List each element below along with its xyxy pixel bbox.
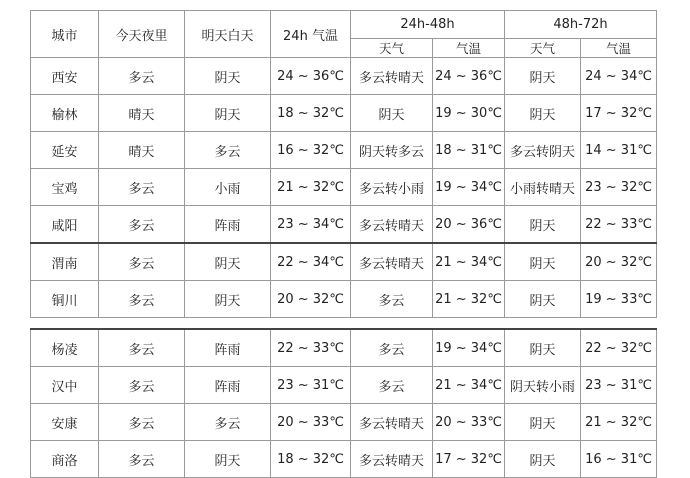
weather-forecast-table <box>30 10 657 478</box>
cell-weather-72h: 阴天 <box>505 58 581 95</box>
header-tonight: 今天夜里 <box>99 11 185 58</box>
cell-weather-72h: 阴天 <box>505 329 581 367</box>
cell-tonight-weather: 晴天 <box>99 95 185 132</box>
cell-temp-48h: 20 ~ 36℃ <box>433 206 505 244</box>
table-row <box>31 95 657 132</box>
cell-weather-72h: 阴天 <box>505 95 581 132</box>
cell-temp-72h: 23 ~ 32℃ <box>581 169 657 206</box>
cell-temp-48h: 21 ~ 34℃ <box>433 243 505 281</box>
header-period-72h: 48h-72h <box>505 11 657 39</box>
cell-temp-72h: 21 ~ 32℃ <box>581 404 657 441</box>
cell-weather-48h: 阴天 <box>351 95 433 132</box>
cell-tonight-weather: 多云 <box>99 206 185 244</box>
cell-tomorrow-weather: 阵雨 <box>185 206 271 244</box>
cell-weather-72h: 阴天 <box>505 243 581 281</box>
cell-tonight-weather: 多云 <box>99 281 185 318</box>
cell-tomorrow-weather: 阴天 <box>185 243 271 281</box>
table-row <box>31 329 657 367</box>
cell-temp-72h: 20 ~ 32℃ <box>581 243 657 281</box>
cell-temp-24h: 21 ~ 32℃ <box>271 169 351 206</box>
cell-city: 榆林 <box>31 95 99 132</box>
cell-temp-72h: 17 ~ 32℃ <box>581 95 657 132</box>
cell-tonight-weather: 多云 <box>99 441 185 478</box>
cell-city: 渭南 <box>31 243 99 281</box>
cell-temp-48h: 17 ~ 32℃ <box>433 441 505 478</box>
cell-tomorrow-weather: 多云 <box>185 132 271 169</box>
cell-weather-72h: 阴天 <box>505 404 581 441</box>
cell-temp-48h: 21 ~ 34℃ <box>433 367 505 404</box>
cell-temp-24h: 20 ~ 33℃ <box>271 404 351 441</box>
header-city: 城市 <box>31 11 99 58</box>
cell-temp-48h: 19 ~ 34℃ <box>433 329 505 367</box>
cell-weather-48h: 多云转晴天 <box>351 243 433 281</box>
cell-tomorrow-weather: 小雨 <box>185 169 271 206</box>
cell-tonight-weather: 多云 <box>99 404 185 441</box>
cell-tomorrow-weather: 阴天 <box>185 95 271 132</box>
cell-weather-48h: 多云 <box>351 329 433 367</box>
table-row <box>31 367 657 404</box>
cell-temp-24h: 23 ~ 34℃ <box>271 206 351 244</box>
cell-city: 铜川 <box>31 281 99 318</box>
header-temp-48h: 气温 <box>433 39 505 58</box>
forecast-body <box>31 58 657 478</box>
cell-tomorrow-weather: 阴天 <box>185 441 271 478</box>
cell-weather-48h: 阴天转多云 <box>351 132 433 169</box>
cell-temp-48h: 24 ~ 36℃ <box>433 58 505 95</box>
cell-weather-48h: 多云 <box>351 367 433 404</box>
table-row <box>31 58 657 95</box>
cell-temp-72h: 16 ~ 31℃ <box>581 441 657 478</box>
cell-weather-72h: 多云转阴天 <box>505 132 581 169</box>
cell-temp-72h: 19 ~ 33℃ <box>581 281 657 318</box>
cell-tonight-weather: 多云 <box>99 58 185 95</box>
cell-city: 杨凌 <box>31 329 99 367</box>
cell-temp-24h: 23 ~ 31℃ <box>271 367 351 404</box>
cell-temp-24h: 18 ~ 32℃ <box>271 95 351 132</box>
cell-tomorrow-weather: 阴天 <box>185 281 271 318</box>
cell-tomorrow-weather: 阵雨 <box>185 329 271 367</box>
table-row <box>31 169 657 206</box>
cell-temp-24h: 20 ~ 32℃ <box>271 281 351 318</box>
cell-city: 商洛 <box>31 441 99 478</box>
table-row <box>31 441 657 478</box>
header-temp-72h: 气温 <box>581 39 657 58</box>
table-row <box>31 281 657 318</box>
cell-temp-48h: 19 ~ 30℃ <box>433 95 505 132</box>
cell-temp-24h: 16 ~ 32℃ <box>271 132 351 169</box>
cell-city: 咸阳 <box>31 206 99 244</box>
cell-weather-72h: 阴天转小雨 <box>505 367 581 404</box>
cell-weather-72h: 小雨转晴天 <box>505 169 581 206</box>
cell-tonight-weather: 多云 <box>99 367 185 404</box>
cell-weather-72h: 阴天 <box>505 281 581 318</box>
section-gap <box>31 318 657 330</box>
header-tomorrow-day: 明天白天 <box>185 11 271 58</box>
cell-tomorrow-weather: 多云 <box>185 404 271 441</box>
cell-weather-48h: 多云转小雨 <box>351 169 433 206</box>
cell-temp-48h: 18 ~ 31℃ <box>433 132 505 169</box>
cell-city: 宝鸡 <box>31 169 99 206</box>
cell-temp-72h: 22 ~ 33℃ <box>581 206 657 244</box>
cell-tomorrow-weather: 阵雨 <box>185 367 271 404</box>
cell-temp-48h: 19 ~ 34℃ <box>433 169 505 206</box>
cell-temp-48h: 20 ~ 33℃ <box>433 404 505 441</box>
header-temp-24h: 24h 气温 <box>271 11 351 58</box>
cell-city: 汉中 <box>31 367 99 404</box>
cell-tonight-weather: 晴天 <box>99 132 185 169</box>
cell-temp-24h: 22 ~ 33℃ <box>271 329 351 367</box>
table-row <box>31 206 657 244</box>
header-period-48h: 24h-48h <box>351 11 505 39</box>
cell-weather-48h: 多云转晴天 <box>351 404 433 441</box>
cell-weather-72h: 阴天 <box>505 206 581 244</box>
cell-weather-48h: 多云转晴天 <box>351 206 433 244</box>
header-weather-72h: 天气 <box>505 39 581 58</box>
cell-tonight-weather: 多云 <box>99 169 185 206</box>
table-row <box>31 243 657 281</box>
cell-temp-72h: 22 ~ 32℃ <box>581 329 657 367</box>
cell-city: 安康 <box>31 404 99 441</box>
header-weather-48h: 天气 <box>351 39 433 58</box>
cell-temp-72h: 14 ~ 31℃ <box>581 132 657 169</box>
cell-tonight-weather: 多云 <box>99 329 185 367</box>
cell-city: 西安 <box>31 58 99 95</box>
table-row <box>31 404 657 441</box>
cell-tomorrow-weather: 阴天 <box>185 58 271 95</box>
section-gap-cell <box>31 318 657 330</box>
cell-weather-72h: 阴天 <box>505 441 581 478</box>
cell-temp-24h: 24 ~ 36℃ <box>271 58 351 95</box>
cell-city: 延安 <box>31 132 99 169</box>
cell-weather-48h: 多云转晴天 <box>351 441 433 478</box>
cell-temp-24h: 18 ~ 32℃ <box>271 441 351 478</box>
cell-weather-48h: 多云 <box>351 281 433 318</box>
cell-weather-48h: 多云转晴天 <box>351 58 433 95</box>
table-row <box>31 132 657 169</box>
cell-tonight-weather: 多云 <box>99 243 185 281</box>
cell-temp-48h: 21 ~ 32℃ <box>433 281 505 318</box>
cell-temp-72h: 23 ~ 31℃ <box>581 367 657 404</box>
cell-temp-24h: 22 ~ 34℃ <box>271 243 351 281</box>
cell-temp-72h: 24 ~ 34℃ <box>581 58 657 95</box>
